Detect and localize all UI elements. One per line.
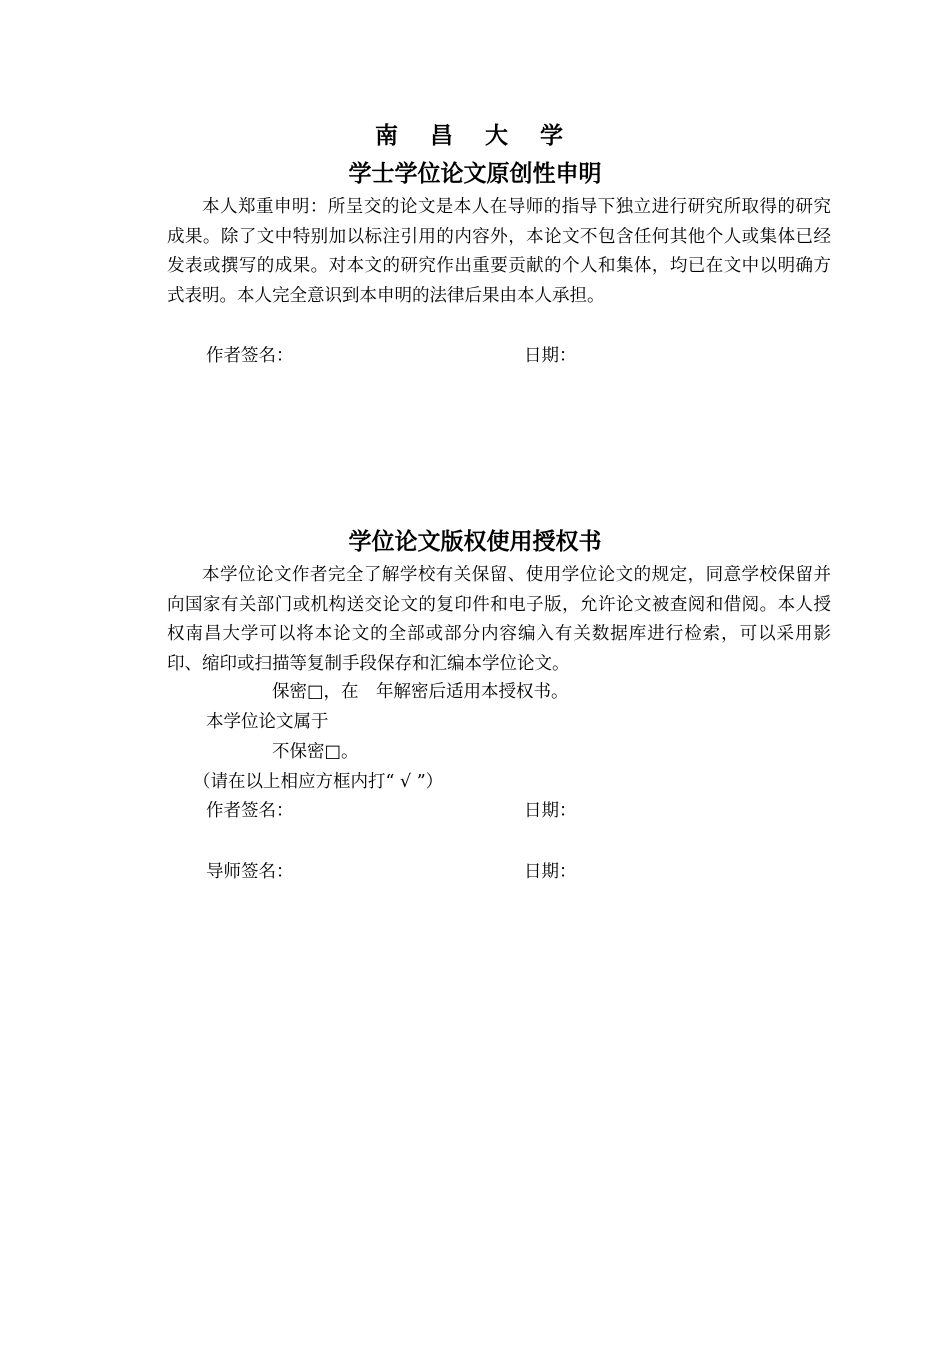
advisor-signature-label: 导师签名： xyxy=(206,862,294,882)
copyright-title: 学位论文版权使用授权书 xyxy=(348,528,602,555)
copyright-body: 本学位论文作者完全了解学校有关保留、使用学位论文的规定，同意学校保留并向国家有关部门或机构送交论文的复印件和电子版，允许论文被查阅和借阅。本人授权南昌大学可以将本论文的全部或部分内容编入有关数据库进行检索，可以采用影印、缩印或扫描等复制手段保存和汇编本学位论文。 xyxy=(167,565,831,674)
copyright-author-signature-label: 作者签名： xyxy=(206,801,294,821)
checkbox-instruction: （请在以上相应方框内打“ √ ”） xyxy=(193,772,444,792)
declaration-title: 学士学位论文原创性申明 xyxy=(348,160,602,187)
option-not-confidential: 不保密□。 xyxy=(272,742,359,762)
copyright-author-date-label: 日期： xyxy=(524,801,577,821)
advisor-date-label: 日期： xyxy=(524,862,577,882)
university-name: 南 昌 大 学 xyxy=(374,122,576,149)
declaration-author-signature-label: 作者签名： xyxy=(206,346,294,366)
declaration-body: 本人郑重申明：所呈交的论文是本人在导师的指导下独立进行研究所取得的研究成果。除了文中特别加以标注引用的内容外，本论文不包含任何其他个人或集体已经发表或撰写的成果。对本文的研究作出重要贡献的个人和集体，均已在文中以明确方式表明。本人完全意识到本申明的法律后果由本人承担。 xyxy=(167,197,831,306)
declaration-date-label: 日期： xyxy=(524,346,577,366)
belongs-label: 本学位论文属于 xyxy=(206,712,329,732)
option-confidential: 保密□，在 年解密后适用本授权书。 xyxy=(272,682,569,702)
